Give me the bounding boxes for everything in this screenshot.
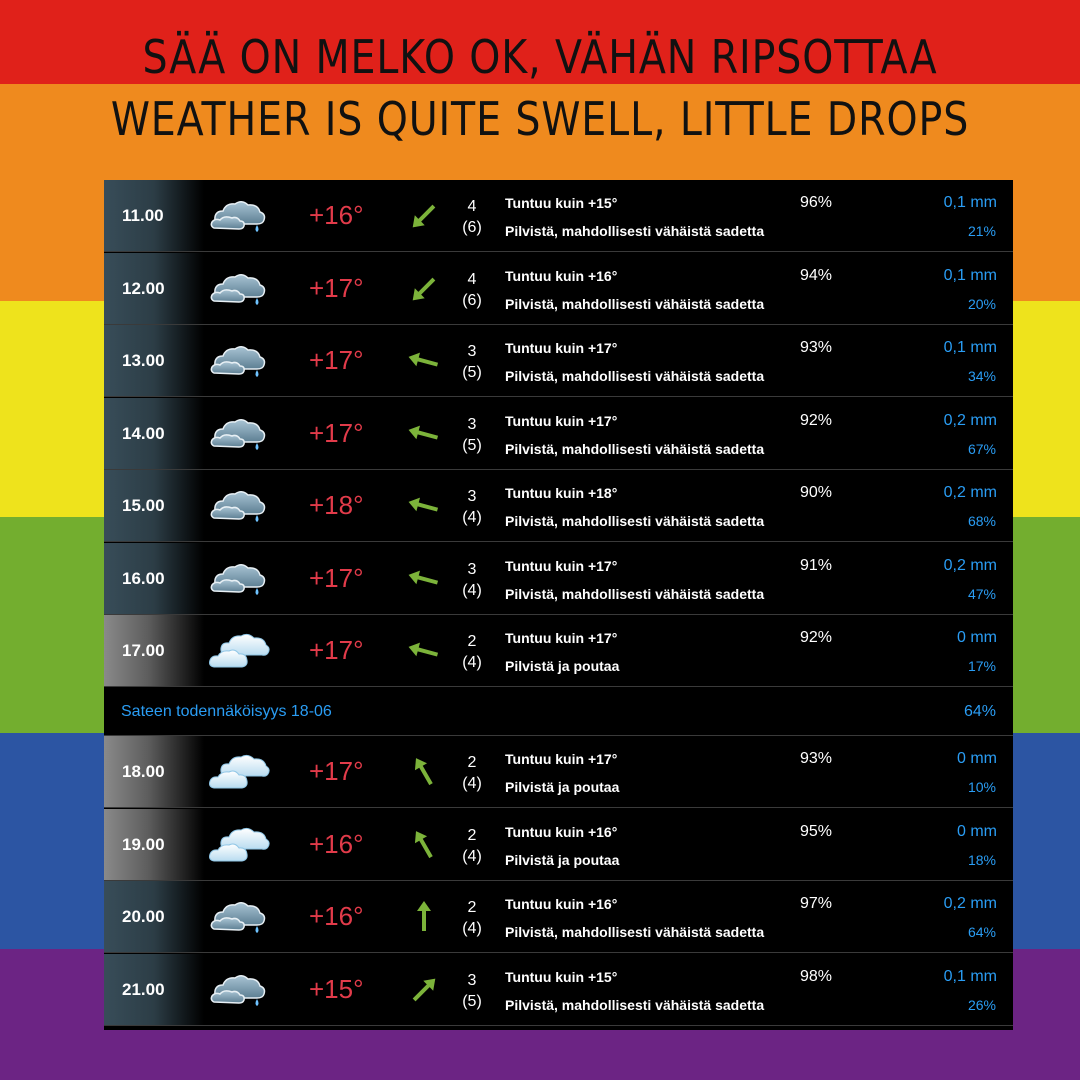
feels-like: Tuntuu kuin +15° <box>505 968 618 985</box>
forecast-row <box>104 736 1013 808</box>
rain-cloud-icon <box>208 341 270 381</box>
rain-cloud-icon <box>208 559 270 599</box>
precipitation-amount: 0 mm <box>957 750 997 767</box>
temperature: +17° <box>309 272 364 303</box>
wind-gust: (5) <box>462 436 482 454</box>
wind-gust: (4) <box>462 654 482 671</box>
forecast-row <box>104 325 1013 397</box>
temperature: +16° <box>309 901 364 931</box>
temperature: +16° <box>309 828 364 859</box>
wind-gust: (4) <box>462 581 482 599</box>
rain-cloud-icon <box>208 196 270 236</box>
headline-english: WEATHER IS QUITE SWELL, LITTLE DROPS <box>110 92 970 146</box>
precipitation-probability: 68% <box>967 513 996 529</box>
forecast-row <box>104 398 1013 470</box>
wind-direction-arrow-icon <box>404 345 444 377</box>
forecast-row <box>104 543 1013 615</box>
headline-finnish: SÄÄ ON MELKO OK, VÄHÄN RIPSOTTAA <box>142 30 938 84</box>
temperature: +17° <box>309 417 364 448</box>
precipitation-amount: 0,2 mm <box>943 556 997 574</box>
temperature: +17° <box>309 756 364 786</box>
wind-gust: (4) <box>462 920 482 937</box>
feels-like: Tuntuu kuin +16° <box>505 896 618 912</box>
wind-gust: (6) <box>462 219 482 236</box>
hour-label: 19.00 <box>122 834 165 854</box>
precipitation-probability: 26% <box>967 996 996 1013</box>
rain-cloud-icon <box>208 414 270 454</box>
wind-direction-arrow-icon <box>404 273 444 305</box>
precipitation-amount: 0 mm <box>957 822 997 840</box>
wind-direction-arrow-icon <box>404 635 444 667</box>
wind-direction-arrow-icon <box>404 490 444 522</box>
weather-description: Pilvistä, mahdollisesti vähäistä sadetta <box>505 924 765 940</box>
cloud-icon <box>208 825 270 865</box>
precipitation-probability: 17% <box>967 658 996 674</box>
temperature: +17° <box>309 635 364 665</box>
wind-speed: 2 <box>467 899 477 916</box>
hour-label: 14.00 <box>122 423 165 443</box>
forecast-row <box>104 809 1013 881</box>
forecast-row <box>104 180 1013 252</box>
forecast-row <box>104 881 1013 953</box>
humidity: 98% <box>799 967 832 985</box>
wind-gust: (4) <box>462 847 482 865</box>
humidity: 90% <box>799 484 832 501</box>
precipitation-probability: 21% <box>967 223 996 239</box>
weather-description: Pilvistä, mahdollisesti vähäistä sadetta <box>505 223 765 239</box>
weather-description: Pilvistä, mahdollisesti vähäistä sadetta <box>505 513 765 529</box>
rain-cloud-icon <box>208 269 270 309</box>
wind-speed: 4 <box>467 198 477 215</box>
time-cell <box>104 736 204 807</box>
wind-direction-arrow-icon <box>404 974 444 1006</box>
wind-gust: (6) <box>462 291 482 309</box>
weather-description: Pilvistä ja poutaa <box>505 779 620 795</box>
precipitation-amount: 0 mm <box>957 629 997 646</box>
time-cell <box>104 615 204 686</box>
wind-direction-arrow-icon <box>404 829 444 861</box>
hour-label: 18.00 <box>122 762 165 781</box>
weather-description: Pilvistä, mahdollisesti vähäistä sadetta <box>505 440 765 457</box>
forecast-row <box>104 615 1013 687</box>
wind-speed: 2 <box>467 826 477 844</box>
hour-label: 11.00 <box>122 206 164 225</box>
wind-speed: 3 <box>467 488 477 505</box>
precipitation-amount: 0,1 mm <box>943 339 997 356</box>
humidity: 95% <box>799 822 832 840</box>
humidity: 92% <box>799 629 832 646</box>
temperature: +17° <box>309 562 364 593</box>
weather-description: Pilvistä, mahdollisesti vähäistä sadetta <box>505 368 765 384</box>
precipitation-probability: 34% <box>967 368 996 384</box>
hour-label: 12.00 <box>122 278 165 298</box>
precipitation-probability: 10% <box>967 779 996 795</box>
time-cell <box>104 470 204 541</box>
hour-label: 20.00 <box>122 907 165 926</box>
time-cell <box>104 543 204 614</box>
wind-speed: 4 <box>467 270 477 288</box>
hour-label: 21.00 <box>122 979 165 999</box>
rain-probability-summary <box>104 688 1013 736</box>
wind-direction-arrow-icon <box>404 418 444 450</box>
feels-like: Tuntuu kuin +17° <box>505 412 618 429</box>
wind-speed: 3 <box>467 415 477 433</box>
temperature: +15° <box>309 973 364 1004</box>
rain-probability-label: Sateen todennäköisyys 18-06 <box>121 703 332 720</box>
feels-like: Tuntuu kuin +18° <box>505 485 618 501</box>
wind-gust: (4) <box>462 775 482 792</box>
wind-direction-arrow-icon <box>404 901 444 933</box>
humidity: 91% <box>799 556 832 574</box>
wind-direction-arrow-icon <box>404 200 444 232</box>
humidity: 97% <box>799 895 832 912</box>
wind-direction-arrow-icon <box>404 756 444 788</box>
precipitation-probability: 47% <box>967 585 996 602</box>
hour-label: 15.00 <box>122 496 165 515</box>
precipitation-probability: 20% <box>967 295 996 312</box>
rain-cloud-icon <box>208 897 270 937</box>
hour-label: 16.00 <box>122 568 165 588</box>
precipitation-amount: 0,1 mm <box>943 194 997 211</box>
wind-gust: (5) <box>462 364 482 381</box>
humidity: 93% <box>799 339 832 356</box>
precipitation-amount: 0,1 mm <box>943 266 997 284</box>
precipitation-amount: 0,2 mm <box>943 895 997 912</box>
feels-like: Tuntuu kuin +17° <box>505 751 618 767</box>
precipitation-probability: 67% <box>967 440 996 457</box>
wind-gust: (5) <box>462 992 482 1010</box>
temperature: +16° <box>309 200 364 230</box>
weather-description: Pilvistä ja poutaa <box>505 851 620 868</box>
feels-like: Tuntuu kuin +16° <box>505 267 618 284</box>
wind-speed: 3 <box>467 560 477 578</box>
wind-speed: 2 <box>467 754 477 771</box>
wind-direction-arrow-icon <box>404 563 444 595</box>
wind-gust: (4) <box>462 509 482 526</box>
time-cell <box>104 398 204 469</box>
precipitation-amount: 0,2 mm <box>943 411 997 429</box>
forecast-row <box>104 470 1013 542</box>
feels-like: Tuntuu kuin +17° <box>505 340 618 356</box>
wind-speed: 2 <box>467 633 477 650</box>
feels-like: Tuntuu kuin +15° <box>505 195 618 211</box>
forecast-row <box>104 253 1013 325</box>
rain-probability-value: 64% <box>963 703 996 720</box>
rain-cloud-icon <box>208 970 270 1010</box>
wind-speed: 3 <box>467 343 477 360</box>
hour-label: 13.00 <box>122 351 165 370</box>
feels-like: Tuntuu kuin +17° <box>505 630 618 646</box>
weather-description: Pilvistä ja poutaa <box>505 658 620 674</box>
feels-like: Tuntuu kuin +16° <box>505 823 618 840</box>
rain-cloud-icon <box>208 486 270 526</box>
wind-speed: 3 <box>467 971 477 989</box>
feels-like: Tuntuu kuin +17° <box>505 557 618 574</box>
cloud-icon <box>208 631 270 671</box>
temperature: +17° <box>309 345 364 375</box>
humidity: 93% <box>799 750 832 767</box>
temperature: +18° <box>309 490 364 520</box>
hour-label: 17.00 <box>122 641 165 660</box>
time-cell <box>104 180 204 251</box>
precipitation-probability: 64% <box>967 924 996 940</box>
time-cell <box>104 881 204 952</box>
weather-description: Pilvistä, mahdollisesti vähäistä sadetta <box>505 295 765 312</box>
precipitation-amount: 0,1 mm <box>943 967 997 985</box>
precipitation-amount: 0,2 mm <box>943 484 997 501</box>
precipitation-probability: 18% <box>967 851 996 868</box>
time-cell <box>104 809 204 880</box>
cloud-icon <box>208 752 270 792</box>
time-cell <box>104 253 204 324</box>
time-cell <box>104 325 204 396</box>
weather-description: Pilvistä, mahdollisesti vähäistä sadetta <box>505 996 765 1013</box>
forecast-panel <box>104 180 1013 1030</box>
humidity: 92% <box>799 411 832 429</box>
humidity: 94% <box>799 266 832 284</box>
weather-description: Pilvistä, mahdollisesti vähäistä sadetta <box>505 585 765 602</box>
forecast-row <box>104 954 1013 1026</box>
time-cell <box>104 954 204 1025</box>
humidity: 96% <box>799 194 832 211</box>
